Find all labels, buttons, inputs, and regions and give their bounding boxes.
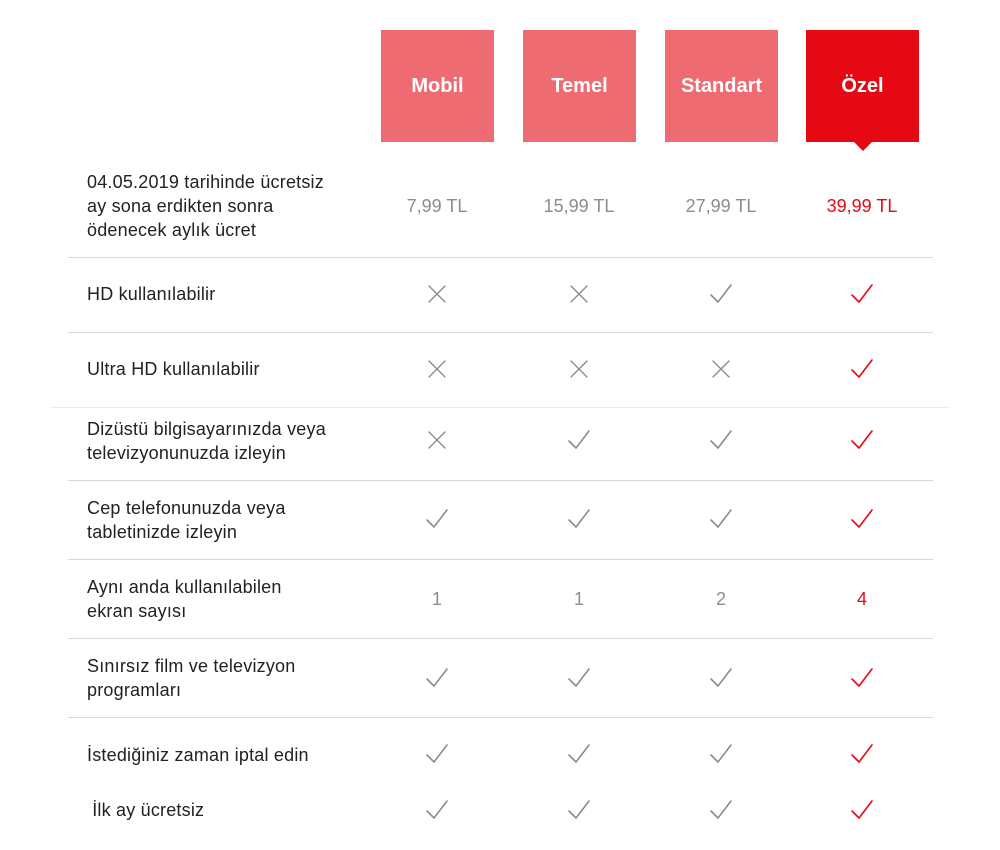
cross-icon — [661, 357, 781, 381]
selected-plan-pointer — [854, 142, 872, 151]
check-icon — [377, 666, 497, 690]
check-icon — [519, 507, 639, 531]
feature-label-line: Ultra HD kullanılabilir — [87, 359, 260, 379]
plan-tab-mobil[interactable] — [381, 30, 494, 142]
feature-label — [87, 575, 367, 623]
row-divider — [68, 480, 933, 481]
row-divider — [68, 559, 933, 560]
feature-label-line: ay sona erdikten sonra — [87, 196, 274, 216]
check-icon — [519, 666, 639, 690]
plan-tab-label: Özel — [841, 74, 884, 97]
check-icon — [519, 428, 639, 452]
check-icon — [802, 282, 922, 306]
feature-label — [87, 357, 367, 381]
value-mobil: 7,99 TL — [406, 196, 468, 216]
feature-label — [87, 743, 367, 767]
cross-icon — [377, 282, 497, 306]
check-icon — [377, 798, 497, 822]
feature-label — [87, 282, 367, 306]
check-icon — [661, 798, 781, 822]
feature-label-line: tabletinizde izleyin — [87, 522, 238, 542]
value-standart: 27,99 TL — [685, 196, 757, 216]
plan-tab-label: Standart — [680, 74, 763, 97]
plan-tab-label: Mobil — [411, 74, 464, 97]
check-icon — [661, 742, 781, 766]
check-icon — [802, 742, 922, 766]
row-divider — [50, 407, 950, 408]
check-icon — [802, 357, 922, 381]
feature-label-line: 04.05.2019 tarihinde ücretsiz — [87, 172, 324, 192]
check-icon — [377, 742, 497, 766]
cross-icon — [377, 357, 497, 381]
feature-label-line: İlk ay ücretsiz — [87, 800, 205, 820]
check-icon — [661, 428, 781, 452]
feature-label-line: HD kullanılabilir — [87, 284, 216, 304]
value-ozel: 4 — [856, 589, 867, 609]
row-divider — [68, 638, 933, 639]
check-icon — [661, 282, 781, 306]
feature-label-line: Cep telefonunuzda veya — [87, 498, 286, 518]
check-icon — [802, 798, 922, 822]
cross-icon — [519, 357, 639, 381]
value-standart: 2 — [715, 589, 726, 609]
row-divider — [68, 257, 933, 258]
plan-tab-standart[interactable] — [665, 30, 778, 142]
check-icon — [661, 507, 781, 531]
check-icon — [661, 666, 781, 690]
feature-label — [87, 170, 367, 242]
plan-tab-ozel[interactable] — [806, 30, 919, 142]
cross-icon — [519, 282, 639, 306]
feature-label-line: Aynı anda kullanılabilen — [87, 577, 282, 597]
row-divider — [68, 717, 933, 718]
feature-label-line: İstediğiniz zaman iptal edin — [87, 745, 309, 765]
row-divider — [68, 332, 933, 333]
value-temel: 1 — [573, 589, 584, 609]
feature-label — [87, 654, 367, 702]
value-ozel: 39,99 TL — [826, 196, 898, 216]
plan-tab-temel[interactable] — [523, 30, 636, 142]
check-icon — [802, 507, 922, 531]
check-icon — [519, 798, 639, 822]
value-mobil: 1 — [431, 589, 442, 609]
check-icon — [802, 666, 922, 690]
feature-label-line: Sınırsız film ve televizyon — [87, 656, 296, 676]
feature-label-line: televizyonunuzda izleyin — [87, 443, 286, 463]
feature-label-line: ödenecek aylık ücret — [87, 220, 257, 240]
feature-label — [87, 417, 367, 465]
value-temel: 15,99 TL — [543, 196, 615, 216]
check-icon — [802, 428, 922, 452]
plan-tab-label: Temel — [551, 74, 608, 97]
cross-icon — [377, 428, 497, 452]
feature-label-line: ekran sayısı — [87, 601, 187, 621]
check-icon — [519, 742, 639, 766]
feature-label-line: programları — [87, 680, 182, 700]
feature-label-line: Dizüstü bilgisayarınızda veya — [87, 419, 326, 439]
check-icon — [377, 507, 497, 531]
feature-label — [87, 798, 367, 822]
feature-label — [87, 496, 367, 544]
